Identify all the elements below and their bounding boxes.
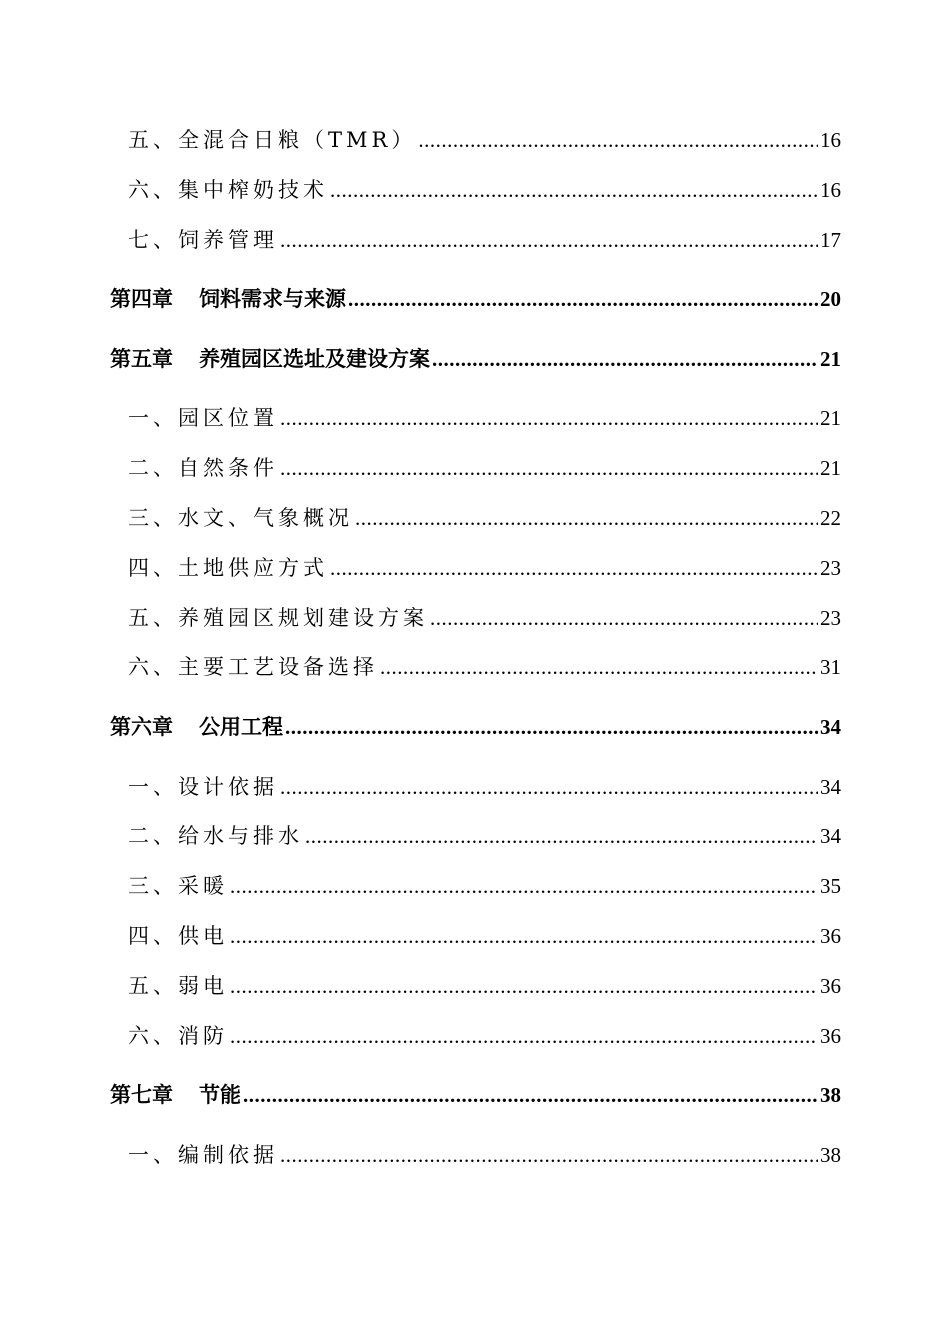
toc-entry-section[interactable]	[110, 124, 841, 174]
dot-leader	[280, 456, 818, 481]
toc-entry-page: 23	[820, 555, 841, 580]
toc-chapter-number: 第五章	[110, 345, 173, 371]
toc-entry-title: 主要工艺设备选择	[178, 655, 378, 680]
toc-entry-chapter[interactable]	[110, 1069, 841, 1139]
toc-entry-prefix: 四、	[128, 924, 178, 949]
toc-entry-section[interactable]	[110, 920, 841, 970]
toc-chapter-number: 第四章	[110, 286, 173, 312]
toc-chapter-title: 节能	[199, 1082, 241, 1108]
dot-leader	[330, 178, 818, 203]
dot-leader	[230, 924, 818, 949]
dot-leader	[280, 775, 818, 800]
toc-entry-section[interactable]	[110, 174, 841, 224]
toc-entry-page: 31	[820, 655, 841, 680]
toc-entry-chapter[interactable]	[110, 343, 841, 403]
dot-leader	[280, 228, 818, 253]
toc-entry-prefix: 二、	[128, 456, 178, 481]
toc-entry-section[interactable]	[110, 402, 841, 452]
toc-entry-chapter[interactable]	[110, 273, 841, 343]
toc-entry-section[interactable]	[110, 870, 841, 920]
dot-leader	[305, 824, 818, 849]
toc-entry-section[interactable]	[110, 771, 841, 821]
toc-chapter-title: 养殖园区选址及建设方案	[199, 345, 430, 371]
toc-entry-page: 17	[820, 227, 841, 252]
toc-entry-prefix: 五、	[128, 605, 178, 630]
dot-leader	[330, 556, 818, 581]
dot-leader	[430, 606, 818, 631]
toc-entry-page: 22	[820, 505, 841, 530]
toc-entry-prefix: 五、	[128, 128, 178, 152]
toc-entry-title: 全混合日粮（TMR）	[178, 128, 417, 152]
toc-entry-title: 编制依据	[178, 1142, 278, 1167]
dot-leader	[355, 506, 818, 531]
toc-entry-prefix: 一、	[128, 406, 178, 431]
toc-entry-section[interactable]	[110, 820, 841, 870]
toc-entry-page: 21	[820, 346, 841, 371]
toc-entry-section[interactable]	[110, 502, 841, 552]
toc-chapter-title: 公用工程	[199, 714, 283, 740]
toc-chapter-title: 饲料需求与来源	[199, 286, 346, 312]
toc-entry-title: 园区位置	[178, 406, 278, 431]
toc-entry-title: 弱电	[178, 973, 228, 998]
toc-entry-page: 34	[820, 715, 841, 740]
toc-entry-section[interactable]	[110, 1139, 841, 1189]
toc-entry-title: 饲养管理	[178, 227, 278, 252]
toc-entry-page: 36	[820, 924, 841, 949]
toc-entry-prefix: 三、	[128, 505, 178, 530]
toc-entry-title: 自然条件	[178, 456, 278, 481]
dot-leader	[285, 714, 818, 740]
toc-entry-section[interactable]	[110, 602, 841, 652]
toc-entry-prefix: 五、	[128, 973, 178, 998]
toc-entry-page: 36	[820, 1023, 841, 1048]
toc-entry-page: 34	[820, 824, 841, 849]
toc-entry-page: 20	[820, 287, 841, 312]
toc-entry-title: 消防	[178, 1023, 228, 1048]
toc-entry-page: 16	[820, 177, 841, 202]
dot-leader	[380, 655, 818, 680]
toc-chapter-number: 第六章	[110, 714, 173, 740]
table-of-contents	[110, 124, 841, 1189]
toc-entry-section[interactable]	[110, 452, 841, 502]
toc-entry-title: 供电	[178, 924, 228, 949]
dot-leader	[230, 874, 818, 899]
toc-entry-title: 土地供应方式	[178, 555, 328, 580]
toc-entry-prefix: 六、	[128, 1023, 178, 1048]
dot-leader	[418, 128, 818, 153]
toc-chapter-number: 第七章	[110, 1082, 173, 1108]
toc-entry-prefix: 二、	[128, 824, 178, 849]
toc-entry-title: 采暖	[178, 874, 228, 899]
toc-entry-page: 23	[820, 605, 841, 630]
toc-entry-section[interactable]	[110, 651, 841, 701]
toc-entry-section[interactable]	[110, 970, 841, 1020]
dot-leader	[230, 1024, 818, 1049]
dot-leader	[432, 346, 818, 372]
toc-entry-prefix: 三、	[128, 874, 178, 899]
toc-entry-page: 38	[820, 1142, 841, 1167]
toc-entry-page: 35	[820, 874, 841, 899]
toc-entry-section[interactable]	[110, 552, 841, 602]
toc-entry-prefix: 四、	[128, 555, 178, 580]
toc-entry-title: 设计依据	[178, 774, 278, 799]
toc-entry-prefix: 七、	[128, 227, 178, 252]
toc-entry-section[interactable]	[110, 1020, 841, 1070]
dot-leader	[243, 1082, 818, 1108]
toc-entry-page: 21	[820, 456, 841, 481]
toc-entry-title: 水文、气象概况	[178, 505, 353, 530]
toc-entry-prefix: 六、	[128, 177, 178, 202]
toc-entry-page: 16	[820, 128, 841, 152]
toc-entry-prefix: 一、	[128, 1142, 178, 1167]
toc-entry-title: 集中榨奶技术	[178, 177, 328, 202]
toc-entry-page: 38	[820, 1083, 841, 1108]
dot-leader	[230, 974, 818, 999]
toc-entry-page: 36	[820, 973, 841, 998]
toc-entry-page: 21	[820, 406, 841, 431]
toc-entry-section[interactable]	[110, 224, 841, 274]
dot-leader	[348, 286, 818, 312]
dot-leader	[280, 406, 818, 431]
toc-entry-chapter[interactable]	[110, 701, 841, 771]
dot-leader	[280, 1143, 818, 1168]
toc-entry-prefix: 六、	[128, 655, 178, 680]
toc-entry-prefix: 一、	[128, 774, 178, 799]
toc-entry-title: 养殖园区规划建设方案	[178, 605, 428, 630]
toc-entry-page: 34	[820, 774, 841, 799]
toc-entry-title: 给水与排水	[178, 824, 303, 849]
